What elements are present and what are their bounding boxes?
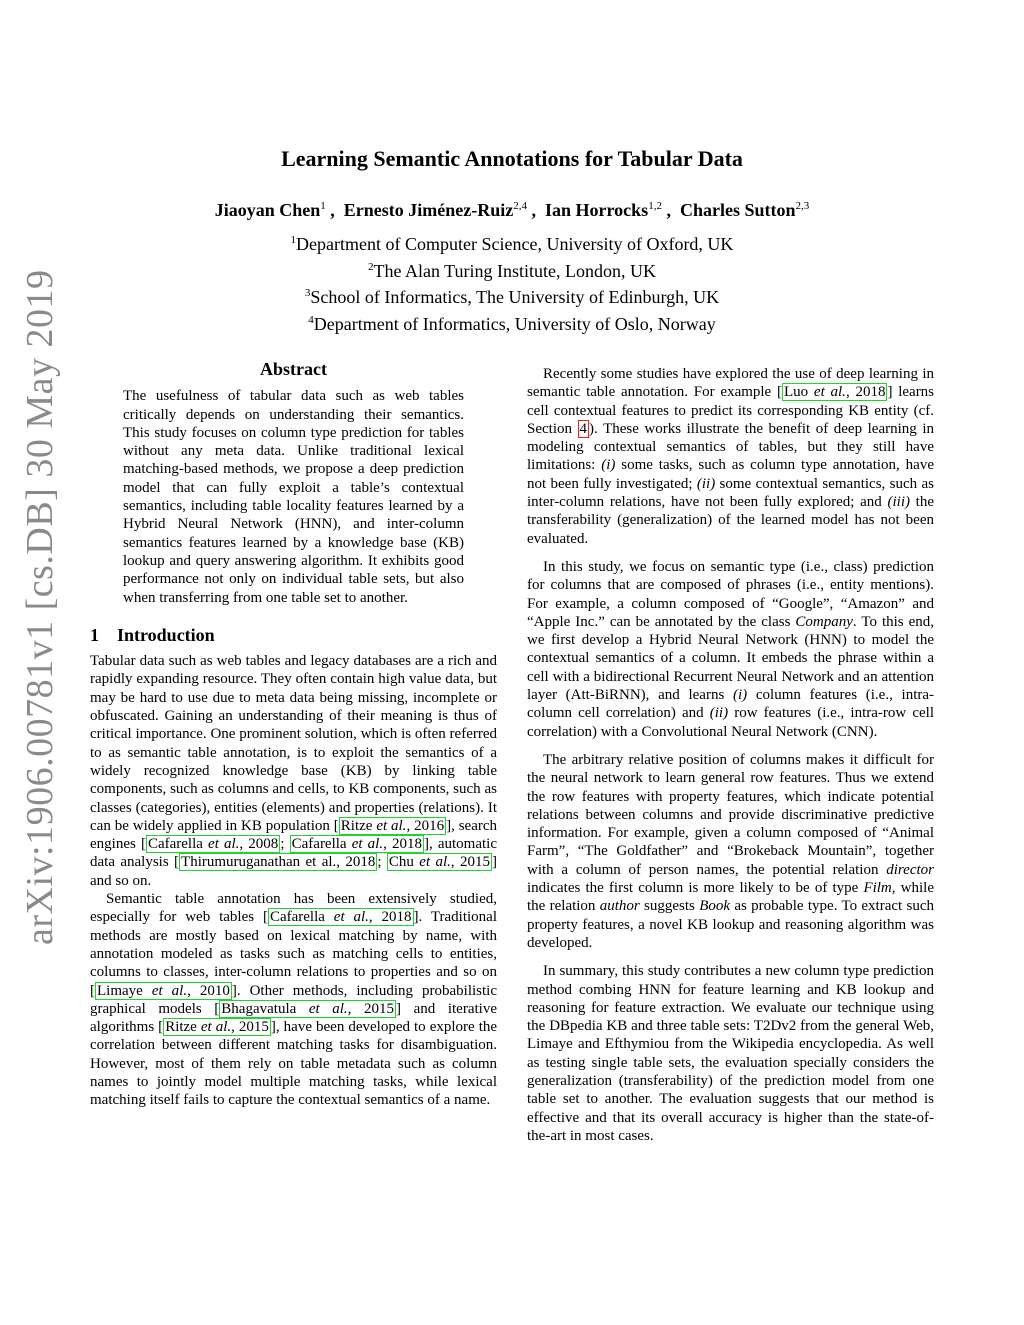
abstract-heading: Abstract bbox=[260, 359, 327, 379]
intro-paragraph-2: Semantic table annotation has been extensively studied, especially for web tables [ Cafarella et al., 2018 ]. Traditional methods are mostly based on lexical matching by name, with annotation modeled as tasks such as matching cells to entities, columns to classes, inter-column relations to properties and so on [ Limaye et al., 2010 ]. Other methods, including probabilistic graphical models [ Bhagavatula et al., 2015 ] and iterative algorithms [ Ritze et al., 2015 ], have been developed to explore the correlation between different matching tasks for disambiguation. However, most of them rely on table metadata such as column names to jointly model multiple matching tasks, while lexical matching itself fails to capture the contextual semantics of a name. bbox=[90, 891, 498, 1109]
author-name: Ernesto Jiménez-Ruiz bbox=[343, 200, 514, 220]
citation-link[interactable]: Chu et al., 2015 bbox=[388, 854, 491, 871]
author-name: Ian Horrocks bbox=[545, 200, 649, 220]
author-name: Jiaoyan Chen bbox=[214, 200, 321, 220]
author-name: Charles Sutton bbox=[679, 200, 796, 220]
body-paragraph: In this study, we focus on semantic type (i.e., class) prediction for columns that are composed of phrases (i.e., entity mentions). For example, a column composed of “Google”, “Amazon” and “Apple Inc.” can be annotated by the class Company. To this end, we first develop a Hybrid Neural Network (HNN) to model the contextual semantics of a column. It embeds the phrase within a cell with a bidirectional Recurrent Neural Network and an attention layer (Att-BiRNN), and learns (i) column features (i.e., intra-column cell correlation) and (ii) row features (i.e., intra-row cell correlation) with a Convolutional Neural Network (CNN). bbox=[527, 558, 935, 740]
intro-paragraph-1: Tabular data such as web tables and legacy databases are a rich and rapidly expanding resource. They often contain high value data, but may be hard to use due to meta data being missing, incomplete or obfuscated. Gaining an understanding of their meaning is thus of critical importance. One prominent solution, which is often referred to as semantic table annotation, is to exploit the semantics of a widely recognized knowledge base (KB) by linking table components, such as columns and cells, to KB components, such as classes (categories), entities (elements) and properties (relations). It can be widely applied in KB population [ Ritze et al., 2016 ], search engines [ Cafarella et al., 2008 ; Cafarella et al., 2018 ], automatic data analysis [ Thirumuruganathan et al., 2018 ; Chu et al., 2015 ] and so on. bbox=[90, 653, 498, 889]
citation-link[interactable]: Cafarella et al., 2018 bbox=[291, 836, 422, 853]
citation-link[interactable]: Luo et al., 2018 bbox=[783, 384, 886, 401]
affiliation: $^1$Department of Computer Science, University of Oxford, UK bbox=[290, 234, 734, 254]
citation-link[interactable]: Ritze et al., 2016 bbox=[340, 817, 445, 834]
paper-title: Learning Semantic Annotations for Tabular Data bbox=[281, 146, 743, 171]
section-heading-introduction bbox=[90, 626, 497, 644]
section-title: Introduction bbox=[117, 624, 215, 645]
citation-link[interactable]: Ritze et al., 2015 bbox=[165, 1019, 269, 1036]
author-affil-sup: 2,4 bbox=[513, 200, 528, 212]
body-paragraph: Recently some studies have explored the use of deep learning in semantic table annotation. For example [ Luo et al., 2018 ] learns cell contextual features to predict its corresponding KB entity (cf. Section 4 ). These works illustrate the benefit of deep learning in modeling contextual semantics of tables, but they still have limitations: (i) some tasks, such as column type annotation, have not been fully investigated; (ii) some contextual semantics, such as inter-column relations, have not been fully explored; and (iii) the transferability (generalization) of the learned model has not been evaluated. bbox=[527, 366, 935, 547]
affiliation: $^4$Department of Informatics, University of Oslo, Norway bbox=[308, 313, 716, 334]
right-column bbox=[527, 365, 934, 1155]
author-list: Jiaoyan Chen$^1$ , Ernesto Jiménez-Ruiz$^{2,4}$ , Ian Horrocks$^{1,2}$ , Charles Sutton$^{2,3}$ bbox=[214, 200, 810, 220]
citation-link[interactable]: Thirumuruganathan et al., 2018 bbox=[181, 854, 376, 871]
abstract-text: The usefulness of tabular data such as web tables critically depends on understanding their semantics. This study focuses on column type prediction for tables without any meta data. Unlike traditional lexical matching-based methods, we propose a deep prediction model that can fully exploit a table’s contextual semantics, including table locality features learned by a Hybrid Neural Network (HNN), and inter-column semantics features learned by a knowledge base (KB) lookup and query answering algorithm. It exhibits good performance not only on individual table sets, but also when transferring from one table set to another. bbox=[123, 388, 464, 606]
author-affil-sup: 2,3 bbox=[795, 200, 810, 212]
citation-link[interactable]: Limaye et al., 2010 bbox=[97, 982, 230, 999]
affiliation: $^3$School of Informatics, The University of Edinburgh, UK bbox=[304, 287, 720, 307]
citation-link[interactable]: Cafarella et al., 2008 bbox=[147, 836, 279, 853]
affiliation-list bbox=[0, 229, 1024, 335]
section-ref-link[interactable]: 4 bbox=[579, 420, 588, 437]
left-column bbox=[90, 360, 497, 1110]
body-paragraph: In summary, this study contributes a new column type prediction method combing HNN for feature learning and KB lookup and reasoning for feature extraction. We evaluate our technique using the DBpedia KB and three table sets: T2Dv2 from the general Web, Limaye and Efthymiou from the Wikipedia encyclopedia. As well as testing single table sets, the evaluation specially considers the generalization (transferability) of the prediction model from one table set to another. The evaluation suggests that our method is effective and that its overall accuracy is higher than the state-of-the-art in most cases. bbox=[527, 963, 934, 1144]
arxiv-side-stamp: arXiv:1906.00781v1 [cs.DB] 30 May 2019 bbox=[19, 269, 61, 945]
citation-link[interactable]: Cafarella et al., 2018 bbox=[269, 909, 412, 926]
author-affil-sup: 1,2 bbox=[648, 200, 662, 212]
section-number: 1 bbox=[90, 624, 99, 645]
citation-link[interactable]: Bhagavatula et al., 2015 bbox=[221, 1000, 395, 1017]
affiliation: $^2$The Alan Turing Institute, London, UK bbox=[368, 260, 656, 281]
author-affil-sup: 1 bbox=[320, 200, 326, 212]
body-paragraph: The arbitrary relative position of columns makes it difficult for the neural network to learn general row features. Thus we extend the row features with property features, which indicate potential relations between columns and provide discriminative predictive information. For example, given a column composed of “Animal Farm”, “The Goldfather” and “Brokeback Mountain”, together with a column of person names, the potential relation director indicates the first column is more likely to be of type Film, while the relation author suggests Book as probable type. To extract such property features, a novel KB lookup and reasoning algorithm was developed. bbox=[527, 751, 934, 951]
